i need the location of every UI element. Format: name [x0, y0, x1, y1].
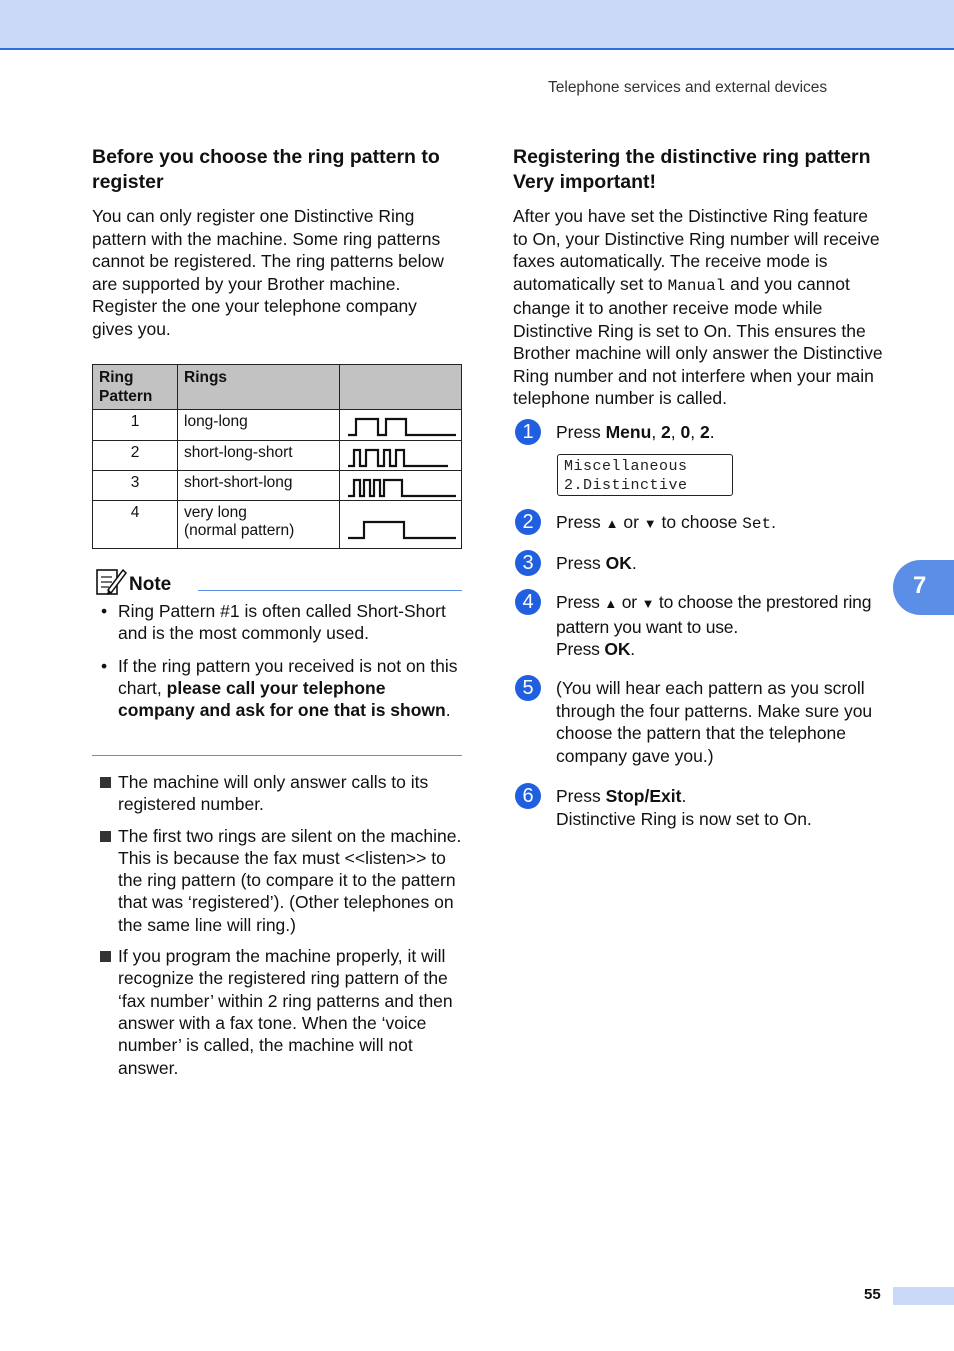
bullet-dot: •: [101, 655, 108, 676]
left-column: [92, 145, 462, 340]
row-number: 1: [93, 410, 178, 441]
up-arrow-icon: ▲: [604, 596, 618, 611]
down-arrow-icon: ▼: [641, 596, 655, 611]
right-column: [513, 145, 883, 410]
waveform-short-short-long: [340, 471, 462, 501]
left-heading: Before you choose the ring pattern to register: [92, 146, 440, 193]
step-number-circle: 6: [515, 783, 541, 809]
step-5: 5 (You will hear each pattern as you scroll through the four patterns. Make sure you choose the pattern that the telephone company gave you.): [513, 677, 883, 767]
note-list: [92, 600, 462, 731]
step-number-circle: 4: [515, 589, 541, 615]
right-heading: Registering the distinctive ring pattern Very important!: [513, 146, 871, 193]
waveform-very-long: [340, 501, 462, 549]
header-pattern-blank: [340, 365, 462, 410]
list-item: The first two rings are silent on the machine. This is because the fax must <<listen>> to the ring pattern (to compare it to the pattern that was ‘registered’). (Other telephones on the same line will ring.): [92, 825, 462, 936]
waveform-short-long-short: [340, 441, 462, 471]
square-bullet-icon: [100, 951, 111, 962]
right-intro: After you have set the Distinctive Ring feature to On, your Distinctive Ring number will receive faxes automatically. The receive mode is automatically set to Manual and you cannot change it to another receive mode while Distinctive Ring is set to On. This ensures the Brother machine will only answer the Distinctive Ring number and not interfere when your main telephone number is called.: [513, 206, 883, 408]
step-6: 6 Press Stop/Exit. Distinctive Ring is now set to On.: [513, 785, 883, 830]
row-rings: long-long: [178, 410, 340, 441]
square-bullet-list: [92, 771, 462, 1088]
step-number-circle: 2: [515, 509, 541, 535]
step-2: 2 Press ▲ or ▼ to choose Set.: [513, 511, 883, 536]
row-number: 4: [93, 501, 178, 549]
note-item: • If the ring pattern you received is not on this chart, please call your telephone company and ask for one that is shown.: [101, 655, 458, 721]
row-rings: short-long-short: [178, 441, 340, 471]
table-row: [93, 471, 462, 501]
step-1: 1 Press Menu, 2, 0, 2.: [513, 421, 883, 444]
note-divider-top: [198, 590, 462, 591]
table-row: [93, 501, 462, 549]
page-number-tab: [893, 1287, 954, 1305]
square-bullet-icon: [100, 831, 111, 842]
bullet-dot: •: [101, 601, 108, 621]
row-number: 2: [93, 441, 178, 471]
page-number: 55: [864, 1286, 881, 1303]
step-3: 3 Press OK.: [513, 552, 883, 575]
list-item: The machine will only answer calls to its registered number.: [92, 771, 462, 816]
header-ring-pattern: Ring Pattern: [93, 365, 178, 410]
square-bullet-icon: [100, 777, 111, 788]
ring-pattern-table: [92, 364, 462, 549]
list-item: If you program the machine properly, it will recognize the registered ring pattern of the ‘fax number’ within 2 ring patterns and then answer with a fax tone. When the ‘voice number’ is called, the machine will not answer.: [92, 945, 462, 1079]
row-rings: very long (normal pattern): [178, 501, 340, 549]
left-intro: You can only register one Distinctive Ring pattern with the machine. Some ring patterns cannot be registered. The ring patterns below are supported by your Brother machine. Register the one your telephone company gives you.: [92, 206, 444, 339]
row-number: 3: [93, 471, 178, 501]
up-arrow-icon: ▲: [605, 516, 619, 531]
note-header: [92, 566, 462, 596]
note-pencil-icon: [94, 566, 128, 598]
top-banner: [0, 0, 954, 50]
table-row: [93, 441, 462, 471]
step-number-circle: 1: [515, 419, 541, 445]
note-title: Note: [129, 574, 172, 595]
waveform-long-long: [340, 410, 462, 441]
step-number-circle: 5: [515, 675, 541, 701]
step-number-circle: 3: [515, 550, 541, 576]
row-rings: short-short-long: [178, 471, 340, 501]
header-rings: Rings: [178, 365, 340, 410]
table-row: [93, 410, 462, 441]
running-header: Telephone services and external devices: [548, 79, 828, 96]
table-header-row: [93, 365, 462, 410]
chapter-tab: 7: [893, 560, 954, 615]
down-arrow-icon: ▼: [643, 516, 657, 531]
note-item: • Ring Pattern #1 is often called Short-Short and is the most commonly used.: [101, 601, 446, 644]
step-4: 4 Press ▲ or ▼ to choose the prestored ring pattern you want to use. Press OK.: [513, 591, 883, 661]
lcd-display: Miscellaneous 2.Distinctive: [557, 454, 733, 496]
note-divider-bottom: [92, 755, 462, 756]
